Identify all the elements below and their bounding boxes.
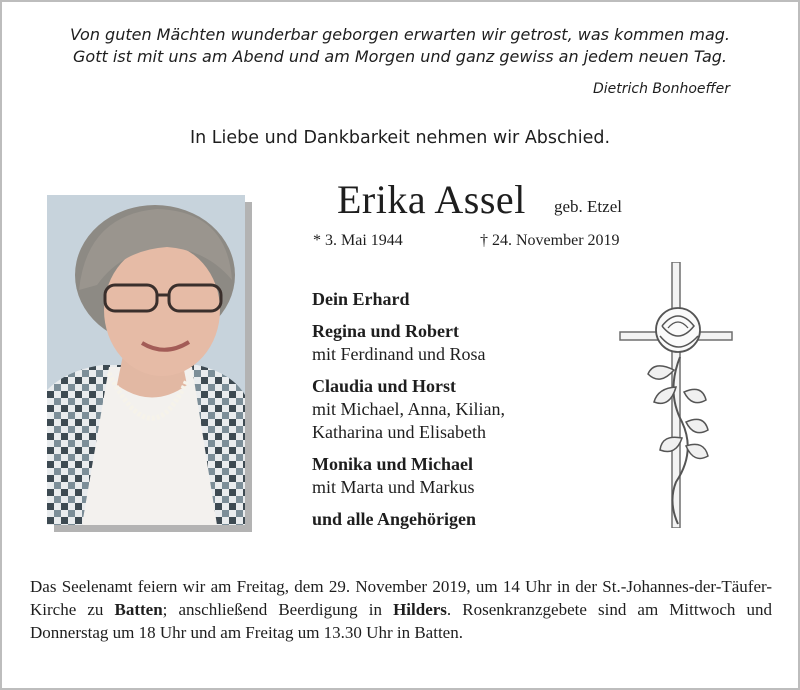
mourner-detail: mit Marta und Markus bbox=[312, 477, 475, 497]
service-place: Batten bbox=[114, 600, 163, 619]
quote bbox=[0, 24, 800, 68]
portrait-photo bbox=[47, 195, 245, 525]
birth-date: * 3. Mai 1944 bbox=[313, 232, 403, 249]
mourner-name: Regina und Robert bbox=[312, 321, 460, 341]
cross-with-rose-icon bbox=[618, 262, 734, 528]
deceased-name: Erika Assel bbox=[337, 177, 526, 222]
farewell-text: In Liebe und Dankbarkeit nehmen wir Abschied. bbox=[189, 128, 611, 148]
service-place: Hilders bbox=[393, 600, 447, 619]
quote-line: Von guten Mächten wunderbar geborgen erwarten wir getrost, was kommen mag. bbox=[70, 25, 730, 44]
mourner-group bbox=[312, 375, 612, 444]
mourner-detail: mit Ferdinand und Rosa bbox=[312, 344, 486, 364]
service-text: Das Seelenamt feiern wir am Freitag, dem 29. November 2019, um 14 Uhr in der St.-Johannes-der-Täufer-Kirche zu bbox=[30, 577, 772, 619]
service-info bbox=[30, 575, 772, 644]
mourner-name: Monika und Michael bbox=[312, 454, 474, 474]
mourners-list bbox=[312, 288, 612, 540]
mourner-name: Claudia und Horst bbox=[312, 376, 457, 396]
mourner-group bbox=[312, 320, 612, 366]
mourner-name: Dein Erhard bbox=[312, 289, 410, 309]
mourner-group bbox=[312, 288, 612, 311]
birth-name: geb. Etzel bbox=[554, 197, 622, 216]
mourner-detail: mit Michael, Anna, Kilian, bbox=[312, 399, 505, 419]
mourner-group bbox=[312, 508, 612, 531]
mourner-detail: Katharina und Elisabeth bbox=[312, 422, 486, 442]
death-date: † 24. November 2019 bbox=[480, 232, 620, 249]
quote-author: Dietrich Bonhoeffer bbox=[592, 81, 730, 97]
portrait-illustration bbox=[47, 195, 245, 525]
service-text: . Rosenkranzgebete sind am Mittwoch und Donnerstag um 18 Uhr und am Freitag um 13.30 Uhr in Batten. bbox=[30, 600, 772, 642]
service-text: ; anschließend Beerdigung in bbox=[162, 600, 394, 619]
mourner-name: und alle Angehörigen bbox=[312, 509, 477, 529]
quote-line: Gott ist mit uns am Abend und am Morgen und ganz gewiss an jedem neuen Tag. bbox=[73, 47, 727, 66]
mourner-group bbox=[312, 453, 612, 499]
